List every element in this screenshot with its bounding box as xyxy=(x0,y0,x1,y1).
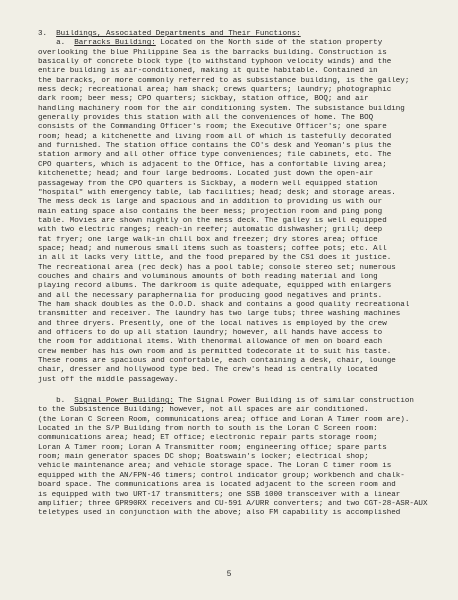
text-line: basically of concrete block type (to withstand typhoon velocity winds) and the xyxy=(38,58,392,67)
text-line: entire building is air-conditioned, making it quite habitable. Contained in xyxy=(38,67,378,76)
text-line: table. Movies are shown nightly on the mess deck. The galley is well equipped xyxy=(38,216,387,225)
text-line: overlooking the blue Philippine Sea is the barracks building. Construction is xyxy=(38,48,387,57)
text-line: the room for additional items. With thenormal allowance of men on board each xyxy=(38,338,383,347)
text-line: crew member has his own room and is permitted todecorate it to suit his taste. xyxy=(38,347,392,356)
text-line: with two electric ranges; reach-in reefer; automatic dishwasher; grill; deep xyxy=(38,226,383,235)
text-line: teletypes used in conjunction with the above; also FM capability is accomplished xyxy=(38,509,401,518)
text-line: station armory and all other office type conveniences; file cabinets, etc. The xyxy=(38,151,392,160)
text-line: The ham shack doubles as the O.O.D. shack and contains a good quality recreational xyxy=(38,300,410,309)
paragraph-body xyxy=(38,406,438,518)
text-line: These rooms are spacious and confortable, each containing a desk, chair, lounge xyxy=(38,357,396,366)
text-line: and furnished. The station office contains the CO's desk and Yeoman's plus the xyxy=(38,142,392,151)
text-line: communications area; head; ET office; electronic repair parts storage room; xyxy=(38,434,378,443)
text-line: and officers to do up all station laundry; however, all hands have access to xyxy=(38,329,383,337)
text-line: room; main generator spaces DC shop; Boatswain's locker; electrical shop; xyxy=(38,453,369,462)
text-line: just off the middle passageway. xyxy=(38,375,179,384)
paragraph-title: Signal Power Building: xyxy=(74,397,174,406)
text-line: (the Loran C Screen Room, communications area; office and Loran A Timer room are). xyxy=(38,415,410,424)
text-line: room; head; a kitchenette and living room all of which is tastefully decorated xyxy=(38,132,392,141)
text-line: transmitter and receiver. The laundry has two large tubs; three washing machines xyxy=(38,310,401,319)
text-line: the barracks, or more commonly referred to as subsistance building, is the galley; xyxy=(38,76,410,85)
paragraph-body xyxy=(38,49,438,385)
text-line: mess deck; recreational area; ham shack; crews quarters; laundry; photographic xyxy=(38,86,392,95)
text-line: amplifier; three GPR90RX receivers and CU-591 A/URR converters; and two CGT-28-ASR-AUX xyxy=(38,499,428,508)
heading-number: 3. xyxy=(38,30,48,38)
paragraph-first-line xyxy=(38,39,438,48)
text-line: vehicle maintenance area; and vehicle storage space. The Loran C timer room is xyxy=(38,462,392,471)
paragraph-first-line xyxy=(38,397,438,406)
text-line: handling machinery room for the air conditioning system. The subsistance building xyxy=(38,104,405,113)
text-line: passageway from the CPO quarters is Sickbay, a modern well equipped station xyxy=(38,179,378,188)
section-heading xyxy=(38,30,438,39)
text-line: dark room; beer mess; CPO quarters; sickbay, station office, BOQ; and air xyxy=(38,95,369,104)
paragraph-title: Barracks Building: xyxy=(74,39,156,48)
text-line: consists of the Commanding Officer's room; the Executive Officer's; one spare xyxy=(38,123,387,132)
text-line: main eating space also contains the beer mess; projection room and ping pong xyxy=(38,207,383,216)
text-line: couches and chairs and voluminous amounts of both reading material and long xyxy=(38,272,378,281)
paragraph-first-line-text: Located on the North side of the station property xyxy=(155,39,383,48)
text-line: The recreational area (rec deck) has a pool table; console stereo set; numerous xyxy=(38,263,396,272)
paragraph-marker: a. xyxy=(56,39,66,48)
text-line: to the Subsistence Building; however, not all spaces are air conditioned. xyxy=(38,406,369,415)
text-line: playing record albums. The darkroom is quite adequate, equipped with enlargers xyxy=(38,282,392,291)
text-line: "hospital" with emergency table, lab facilities; head; desk; and storage areas. xyxy=(38,188,396,197)
text-line: and three dryers. Presently, one of the local natives is employed by the crew xyxy=(38,319,387,328)
text-line: fat fryer; one large walk-in chill box and freezer; dry stores area; office xyxy=(38,235,378,244)
paragraph-signal-power-building xyxy=(38,397,438,518)
text-line: Located in the S/P Building from north to south is the Loran C Screen room: xyxy=(38,425,378,434)
paragraph-barracks-building xyxy=(38,39,438,385)
paragraph-marker: b. xyxy=(56,397,66,406)
text-line: Loran A Timer room; Loran A Transmitter room; engineering office; spare parts xyxy=(38,443,387,452)
heading-title: Buildings, Associated Departments and Their Functions: xyxy=(56,30,301,38)
text-line: and all the necessary paraphernalia for producing good negatives and prints. xyxy=(38,291,383,300)
text-line: CPO quarters, which is adjacent to the Office, has a confortable living area; xyxy=(38,160,387,169)
text-line: kitchenette; head; and four large bedrooms. Located just down the open-air xyxy=(38,170,374,179)
text-line: generally provides this station with all the conveniences of home. The BOQ xyxy=(38,114,374,123)
text-line: in all it lacks very little, and the food prepared by the CS1 does it justice. xyxy=(38,254,392,263)
text-line: The mess deck is large and spacious and in addition to providing us with our xyxy=(38,198,383,207)
text-line: chair, dresser and hollywood type bed. The crew's head is centrally located xyxy=(38,366,378,375)
text-line: is equipped with two URT-17 transmitters; one SSB 1000 transceiver with a linear xyxy=(38,490,401,499)
page-number: 5 xyxy=(226,570,232,579)
text-line: board space. The communications area is located adjacent to the screen room and xyxy=(38,481,396,490)
text-line: space; head; and numerous small items such as toasters; coffee pots; etc. All xyxy=(38,244,387,253)
text-line: equipped with the AN/FPN-46 timers; control indicator group; workbench and chalk- xyxy=(38,471,405,480)
paragraph-first-line-text: The Signal Power Building is of similar construction xyxy=(173,397,414,406)
paragraph-spacer xyxy=(38,385,438,397)
